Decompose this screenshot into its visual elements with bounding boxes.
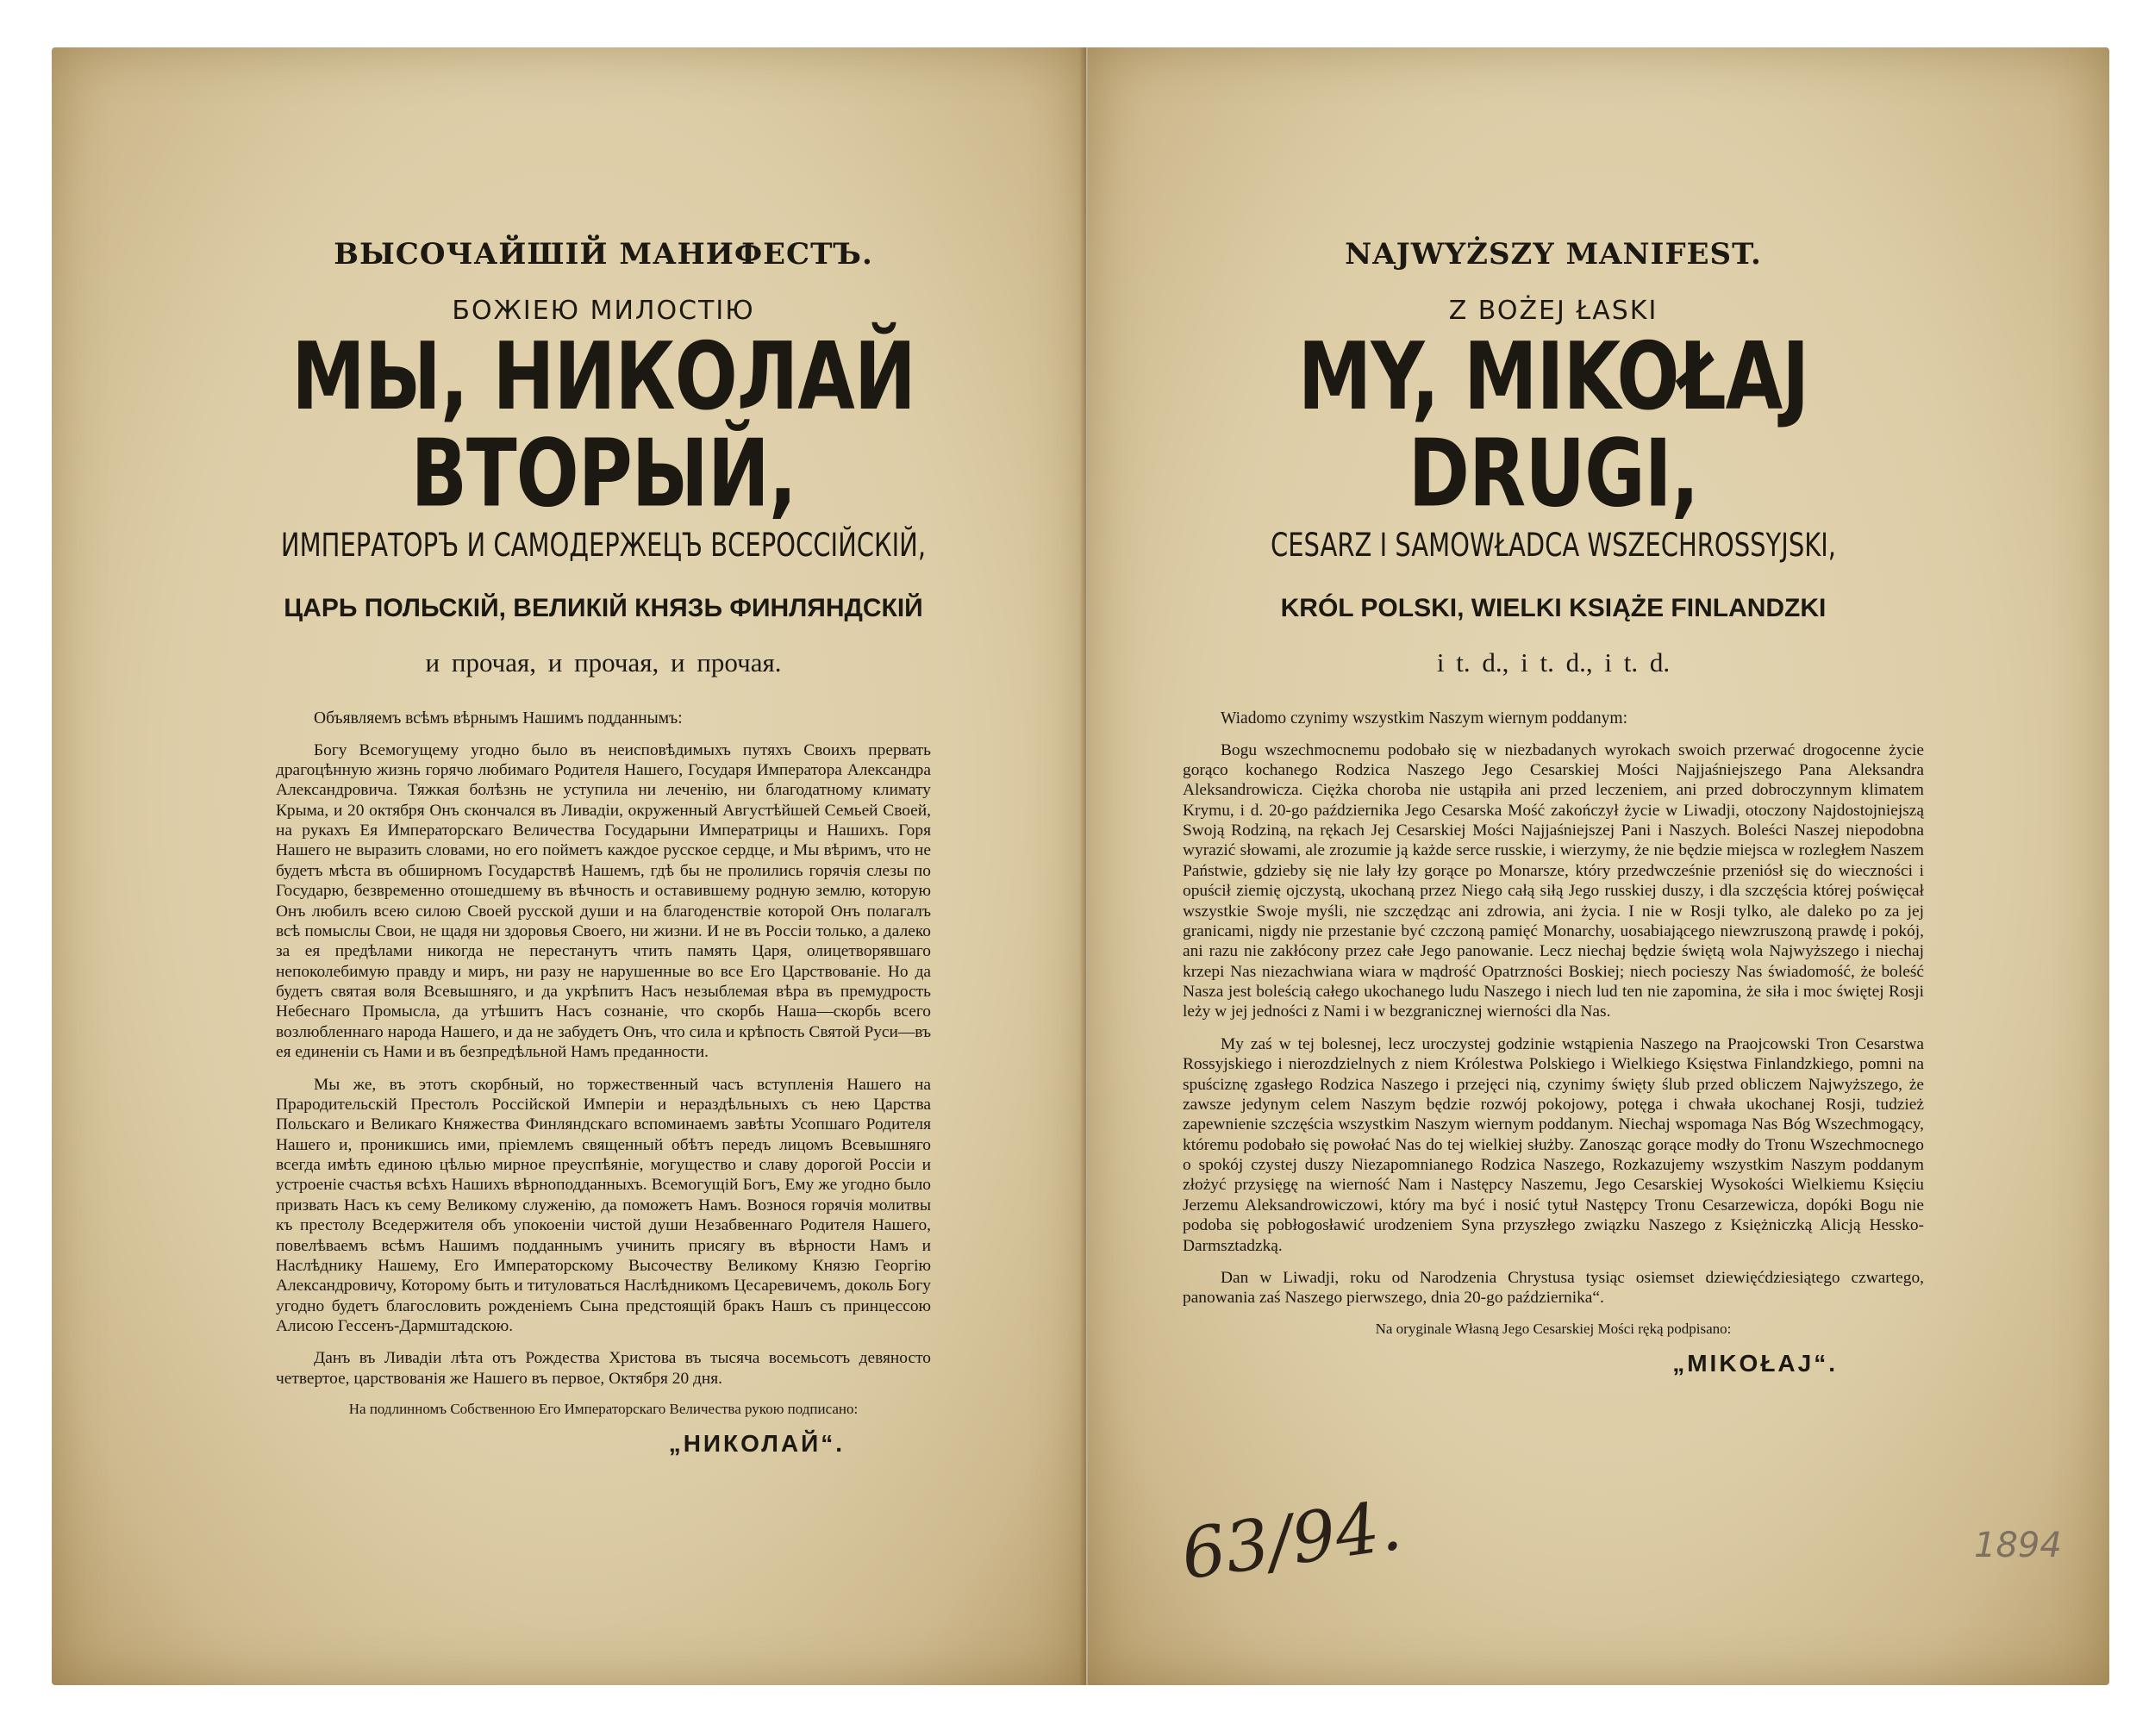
handwritten-year: 1894 (1974, 1526, 2062, 1565)
right-etc-line: i t. d., i t. d., i t. d. (1436, 646, 1671, 678)
right-column (1183, 177, 1924, 1377)
left-paragraph-1: Богу Всемогущему угодно было въ неисповѣдимыхъ путяхъ Своихъ прервать драгоцѣнную жизнь горячо любимаго Родителя Нашего, Государя Императора Александра Александровича. Тяжкая болѣзнь не уступила ни леченію, ни благодатному климату Крыма, и 20 октября Онъ скончался въ Ливадіи, окруженный Августѣйшей Семьей Своей, на рукахъ Ея Императорскаго Величества Государыни Императрицы и Нашихъ. Горя Нашего не выразить словами, но его пойметъ каждое русское сердце, и Мы вѣримъ, что не будетъ мѣста въ обширномъ Государствѣ Нашемъ, гдѣ бы не пролились горячія слезы по Государю, безвременно отошедшему въ вѣчность и оставившему родную землю, которую Онъ любилъ всею силою Своей русской души и на благоденствіе которой Онъ полагалъ всѣ помыслы Свои, не щадя ни здоровья Своего, ни жизни. И не въ Россіи только, а далеко за ея предѣлами никогда не перестанутъ чтить память Царя, олицетворявшаго непоколебимую правду и миръ, ни разу не нарушенные во все Его Царствованіе. Но да будетъ святая воля Всевышняго, и да укрѣпитъ Насъ незыблемая вѣра въ премудрость Небеснаго Промысла, да утѣшитъ Насъ сознаніе, что скорбь Наша—скорбь всего возлюбленнаго народа Нашего, и да не забудетъ Онъ, что сила и крѣпость Святой Руси—въ ея единеніи съ Нами и въ безпредѣльной Намъ преданности. (276, 740, 931, 1062)
right-paragraph-1: Bogu wszechmocnemu podobało się w niezbadanych wyrokach swoich przerwać drogocenne życie gorąco kochanego Rodzica Naszego Jego Cesarskiej Mości Najjaśniejszego Pana Aleksandra Aleksandrowicza. Ciężka choroba nie ustąpiła ani przed leczeniem, ani przed dobroczynnym klimatem Krymu, i d. 20-go października Jego Cesarska Mość zakończył życie w Liwadji, otoczony Najdostojniejszą Swoją Rodziną, na rękach Jej Cesarskiej Mości Najjaśniejszej Pani i Naszych. Boleści Naszej niepodobna wyrazić słowami, ale zrozumie ją każde serce russkie, i wierzymy, że nie będzie miejsca w rozległem Naszem Państwie, gdzieby się nie lały łzy gorące po Monarsze, który przedwcześnie przeniósł się do wieczności i opuścił ziemię ojczystą, ukochaną przez Niego całą siłą Jego russkiej duszy, i dla szczęścia której poświęcał wszystkie Swoje myśli, nie szczędząc ani zdrowia, ani życia. I nie w Rosji tylko, ale daleko po za jej granicami, nigdy nie przestanie być czczoną pamięć Monarchy, uosabiającego niewzruszoną prawdę i pokój, ani razu nie zakłócony przez całe Jego panowanie. Lecz niechaj będzie świętą wola Najwyższego i niechaj krzepi Nas niezachwiana wiara w mądrość Opatrzności Boskiej; niech pocieszy Nas świadomość, że boleść Nasza jest boleścią całego ukochanego ludu Naszego i niech lud ten nie zapomina, że siła i moc świętej Rosji leży w jej jedności z Nami i w bezgranicznej wierności dla Nas. (1183, 740, 1924, 1021)
right-king-title: KRÓL POLSKI, WIELKI KSIĄŻE FINLANDZKI (1280, 593, 1827, 622)
right-ruler-name: MY, MIKOŁAJ DRUGI, (1297, 323, 1809, 529)
left-manifest-title: ВЫСОЧАЙШІЙ МАНИФЕСТЪ. (334, 237, 873, 272)
right-grace-line: Z BOŻEJ ŁASKI (1448, 296, 1658, 326)
left-column (276, 177, 931, 1458)
left-ruler-name: МЫ, НИКОЛАЙ ВТОРЫЙ, (291, 323, 915, 529)
left-signature: „НИКОЛАЙ“. (668, 1430, 845, 1458)
left-grace-line: БОЖІЕЮ МИЛОСТІЮ (452, 296, 755, 326)
right-salutation: Wiadomo czynimy wszystkim Naszym wiernym poddanym: (1221, 709, 1628, 727)
left-etc-line: и прочая, и прочая, и прочая. (425, 646, 782, 678)
right-manifest-title: NAJWYŻSZY MANIFEST. (1345, 237, 1762, 272)
right-paragraph-3: Dan w Liwadji, roku od Narodzenia Chrystusa tysiąc osiemset dziewięćdziesiątego czwartego, panowania zaś Naszego pierwszego, dnia 20-go października“. (1183, 1268, 1924, 1308)
handwritten-archive-number: 63/94. (1176, 1484, 1407, 1595)
left-page (52, 47, 1086, 1685)
right-signature: „MIKOŁAJ“. (1672, 1349, 1838, 1377)
left-king-title: ЦАРЬ ПОЛЬСКІЙ, ВЕЛИКІЙ КНЯЗЬ ФИНЛЯНДСКІЙ (284, 593, 923, 622)
right-emperor-title: CESARZ I SAMOWŁADCA WSZECHROSSYJSKI, (1270, 525, 1837, 564)
right-paragraph-2: My zaś w tej bolesnej, lecz uroczystej godzinie wstąpienia Naszego na Praojcowski Tron Cesarstwa Rossyjskiego i nierozdzielnych z niem Królestwa Polskiego i Wielkiego Księstwa Finlandzkiego, pomni na spuściznę zgasłego Rodzica Naszego i przejęci nią, czynimy święty ślub przed obliczem Najwyższego, że zawsze jedynym celem Naszym będzie rozwój pokojowy, potęga i chwała ukochanej Rosji, tudzież zapewnienie szczęścia wszystkim Naszym wiernym poddanym. Niechaj wspomaga Nas Bóg Wszechmogący, któremu podobało się powołać Nas do tej wielkiej służby. Zanosząc gorące modły do Tronu Wszechmocnego o spokój czystej duszy Niezapomnianego Rodzica Naszego, Rozkazujemy wszystkim Naszym poddanym złożyć przysięgę na wierność Nam i Następcy Naszemu, Jego Cesarskiej Wysokości Wielkiemu Księciu Jerzemu Aleksandrowiczowi, który ma być i nosić tytuł Następcy Tronu Cesarzewicza, dopóki Bogu nie podoba się pobłogosławić urodzeniem Syna przyszłego związku Naszego z Księżniczką Alicją Hessko-Darmsztadzką. (1183, 1034, 1924, 1255)
left-paragraph-3: Данъ въ Ливадіи лѣта отъ Рождества Христова въ тысяча восемьсотъ девяносто четвертое, царствованія же Нашего въ первое, Октября 20 дня. (276, 1349, 931, 1388)
left-salutation: Объявляемъ всѣмъ вѣрнымъ Нашимъ подданнымъ: (314, 709, 683, 727)
left-paragraph-2: Мы же, въ этотъ скорбный, но торжественный часъ вступленія Нашего на Прародительскій Престолъ Россійской Имперіи и нераздѣльныхъ съ нею Царства Польскаго и Великаго Княжества Финляндскаго вспоминаемъ завѣты Усопшаго Родителя Нашего и, проникшись ими, пріемлемъ священный обѣтъ передъ лицомъ Всевышняго всегда имѣть единою цѣлью мирное преуспѣяніе, могущество и славу дорогой Россіи и устроеніе счастья всѣхъ Нашихъ вѣрноподданныхъ. Всемогущій Богъ, Ему же угодно было призвать Насъ къ сему Великому служенію, да поможетъ Намъ. Вознося горячія молитвы къ престолу Вседержителя объ упокоеніи чистой души Незабвеннаго Родителя Нашего, повелѣваемъ всѣмъ Нашимъ подданнымъ учинить присягу въ вѣрности Намъ и Наслѣднику Нашему, Его Императорскому Высочеству Великому Князю Георгію Александровичу, Которому быть и титуловаться Наслѣдникомъ Цесаревичемъ, доколь Богу угодно будетъ благословить рожденіемъ Сына предстоящій бракъ Нашъ съ принцессою Алисою Гессенъ-Дармштадскою. (276, 1075, 931, 1336)
left-emperor-title: ИМПЕРАТОРЪ И САМОДЕРЖЕЦЪ ВСЕРОССІЙСКІЙ, (280, 525, 927, 564)
right-page (1088, 47, 2109, 1685)
left-original-note: На подлинномъ Собственною Его Императорскаго Величества рукою подписано: (348, 1401, 859, 1418)
right-original-note: Na oryginale Własną Jego Cesarskiej Mości ręką podpisano: (1375, 1320, 1732, 1337)
